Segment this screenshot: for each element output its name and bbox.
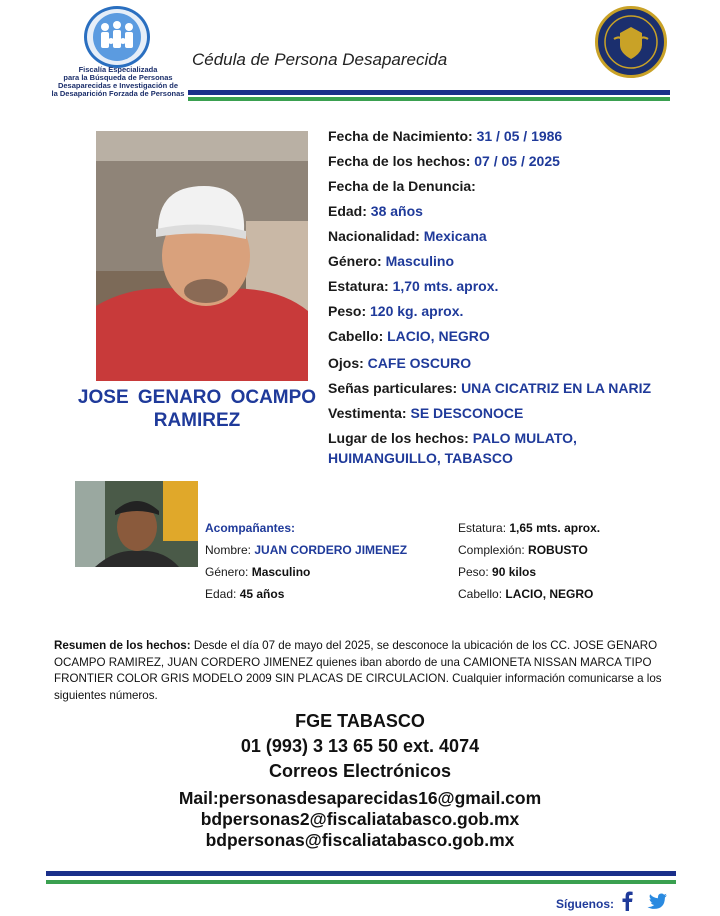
case-summary-label: Resumen de los hechos: (54, 639, 191, 652)
detail-label: Cabello: (328, 328, 384, 344)
email-link[interactable]: bdpersonas@fiscaliatabasco.gob.mx (205, 830, 515, 850)
detail-value: CAFE OSCURO (367, 355, 472, 371)
detail-label: Fecha de los hechos: (328, 153, 471, 169)
detail-row (328, 428, 708, 468)
companion-value: ROBUSTO (528, 543, 588, 557)
detail-row (328, 401, 708, 426)
case-summary-text: Desde el día 07 de mayo del 2025, se desconoce la ubicación de los CC. JOSE GENARO OCAMPO RAMIREZ, JUAN CORDERO JIMENEZ quienes iban abordo de una CAMIONETA NISSAN MARCA TIPO FRONTIER COLOR GRIS MODELO 2009 SIN PLACAS DE CIRCULACION. Cualquier información comunicarse a los siguientes números. (54, 639, 662, 702)
detail-value: HUIMANGUILLO, TABASCO (328, 450, 513, 466)
companion-label: Cabello: (458, 587, 503, 601)
companion-label: Complexión: (458, 543, 525, 557)
missing-person-name (44, 386, 350, 432)
org-caption-line: Desaparecidas e Investigación de (57, 81, 179, 90)
companion-label: Género: (205, 565, 249, 579)
seal-icon (595, 6, 667, 78)
detail-row (328, 274, 708, 299)
companion-label: Edad: (205, 587, 237, 601)
case-summary (54, 638, 666, 704)
detail-value: 38 años (370, 203, 423, 219)
detail-row (328, 149, 708, 174)
detail-row (328, 249, 708, 274)
page-title: Cédula de Persona Desaparecida (192, 50, 448, 69)
name-line: RAMIREZ (153, 410, 241, 431)
companion-label: Peso: (458, 565, 489, 579)
detail-row (328, 324, 708, 349)
detail-row (328, 299, 708, 324)
detail-label: Edad: (328, 203, 367, 219)
detail-label: Vestimenta: (328, 405, 407, 421)
detail-value: 31 / 05 / 1986 (476, 128, 563, 144)
contact-block (0, 709, 720, 851)
person-details (328, 124, 708, 468)
header-divider-green (188, 97, 670, 101)
header-divider-blue (188, 90, 670, 95)
companion-value: 1,65 mts. aprox. (509, 521, 601, 535)
companion-details-right (458, 517, 600, 605)
contact-org: FGE TABASCO (295, 711, 425, 731)
detail-value: 1,70 mts. aprox. (392, 278, 499, 294)
detail-label: Lugar de los hechos: (328, 430, 469, 446)
footer-divider-blue (46, 871, 676, 876)
companion-value: LACIO, NEGRO (505, 587, 594, 601)
detail-label: Fecha de la Denuncia: (328, 178, 476, 194)
detail-value: SE DESCONOCE (410, 405, 524, 421)
companion-value: 45 años (239, 587, 285, 601)
twitter-icon[interactable] (646, 893, 668, 911)
companion-label: Estatura: (458, 521, 507, 535)
detail-value: PALO MULATO, (472, 430, 577, 446)
detail-value: 07 / 05 / 2025 (474, 153, 560, 169)
fiscalia-logo-icon (84, 6, 150, 68)
detail-row (328, 351, 708, 376)
follow-label: Síguenos: (556, 897, 615, 911)
companion-value: 90 kilos (492, 565, 537, 579)
companion-photo (75, 481, 198, 567)
detail-value: Masculino (385, 253, 455, 269)
org-caption-line: la Desaparición Forzada de Personas (51, 89, 185, 98)
detail-label: Ojos: (328, 355, 364, 371)
companion-value: JUAN CORDERO JIMENEZ (254, 543, 408, 557)
org-caption-line: para la Búsqueda de Personas (63, 73, 173, 82)
companion-details-left (205, 517, 407, 605)
org-caption (40, 66, 196, 98)
detail-row (328, 224, 708, 249)
detail-value: Mexicana (423, 228, 487, 244)
email-link[interactable]: Mail:personasdesaparecidas16@gmail.com (178, 788, 542, 808)
detail-label: Género: (328, 253, 382, 269)
detail-row (328, 199, 708, 224)
org-caption-line: Fiscalía Especializada (78, 65, 158, 74)
detail-row (328, 124, 708, 149)
companion-value: Masculino (251, 565, 311, 579)
detail-value: LACIO, NEGRO (387, 328, 490, 344)
missing-person-photo (96, 131, 308, 381)
detail-value: UNA CICATRIZ EN LA NARIZ (461, 380, 652, 396)
companion-heading: Acompañantes: (205, 521, 296, 535)
contact-phone[interactable]: 01 (993) 3 13 65 50 ext. 4074 (240, 736, 480, 756)
detail-label: Peso: (328, 303, 367, 319)
facebook-icon[interactable] (620, 891, 634, 911)
detail-label: Nacionalidad: (328, 228, 420, 244)
detail-label: Fecha de Nacimiento: (328, 128, 473, 144)
detail-label: Señas particulares: (328, 380, 458, 396)
detail-row (328, 174, 708, 199)
detail-label: Estatura: (328, 278, 389, 294)
email-link[interactable]: bdpersonas2@fiscaliatabasco.gob.mx (200, 809, 520, 829)
detail-value: 120 kg. aprox. (370, 303, 464, 319)
name-line: JOSE GENARO OCAMPO (77, 387, 317, 408)
emails-heading: Correos Electrónicos (268, 761, 452, 781)
footer-divider-green (46, 880, 676, 884)
detail-row (328, 376, 708, 401)
companion-label: Nombre: (205, 543, 252, 557)
